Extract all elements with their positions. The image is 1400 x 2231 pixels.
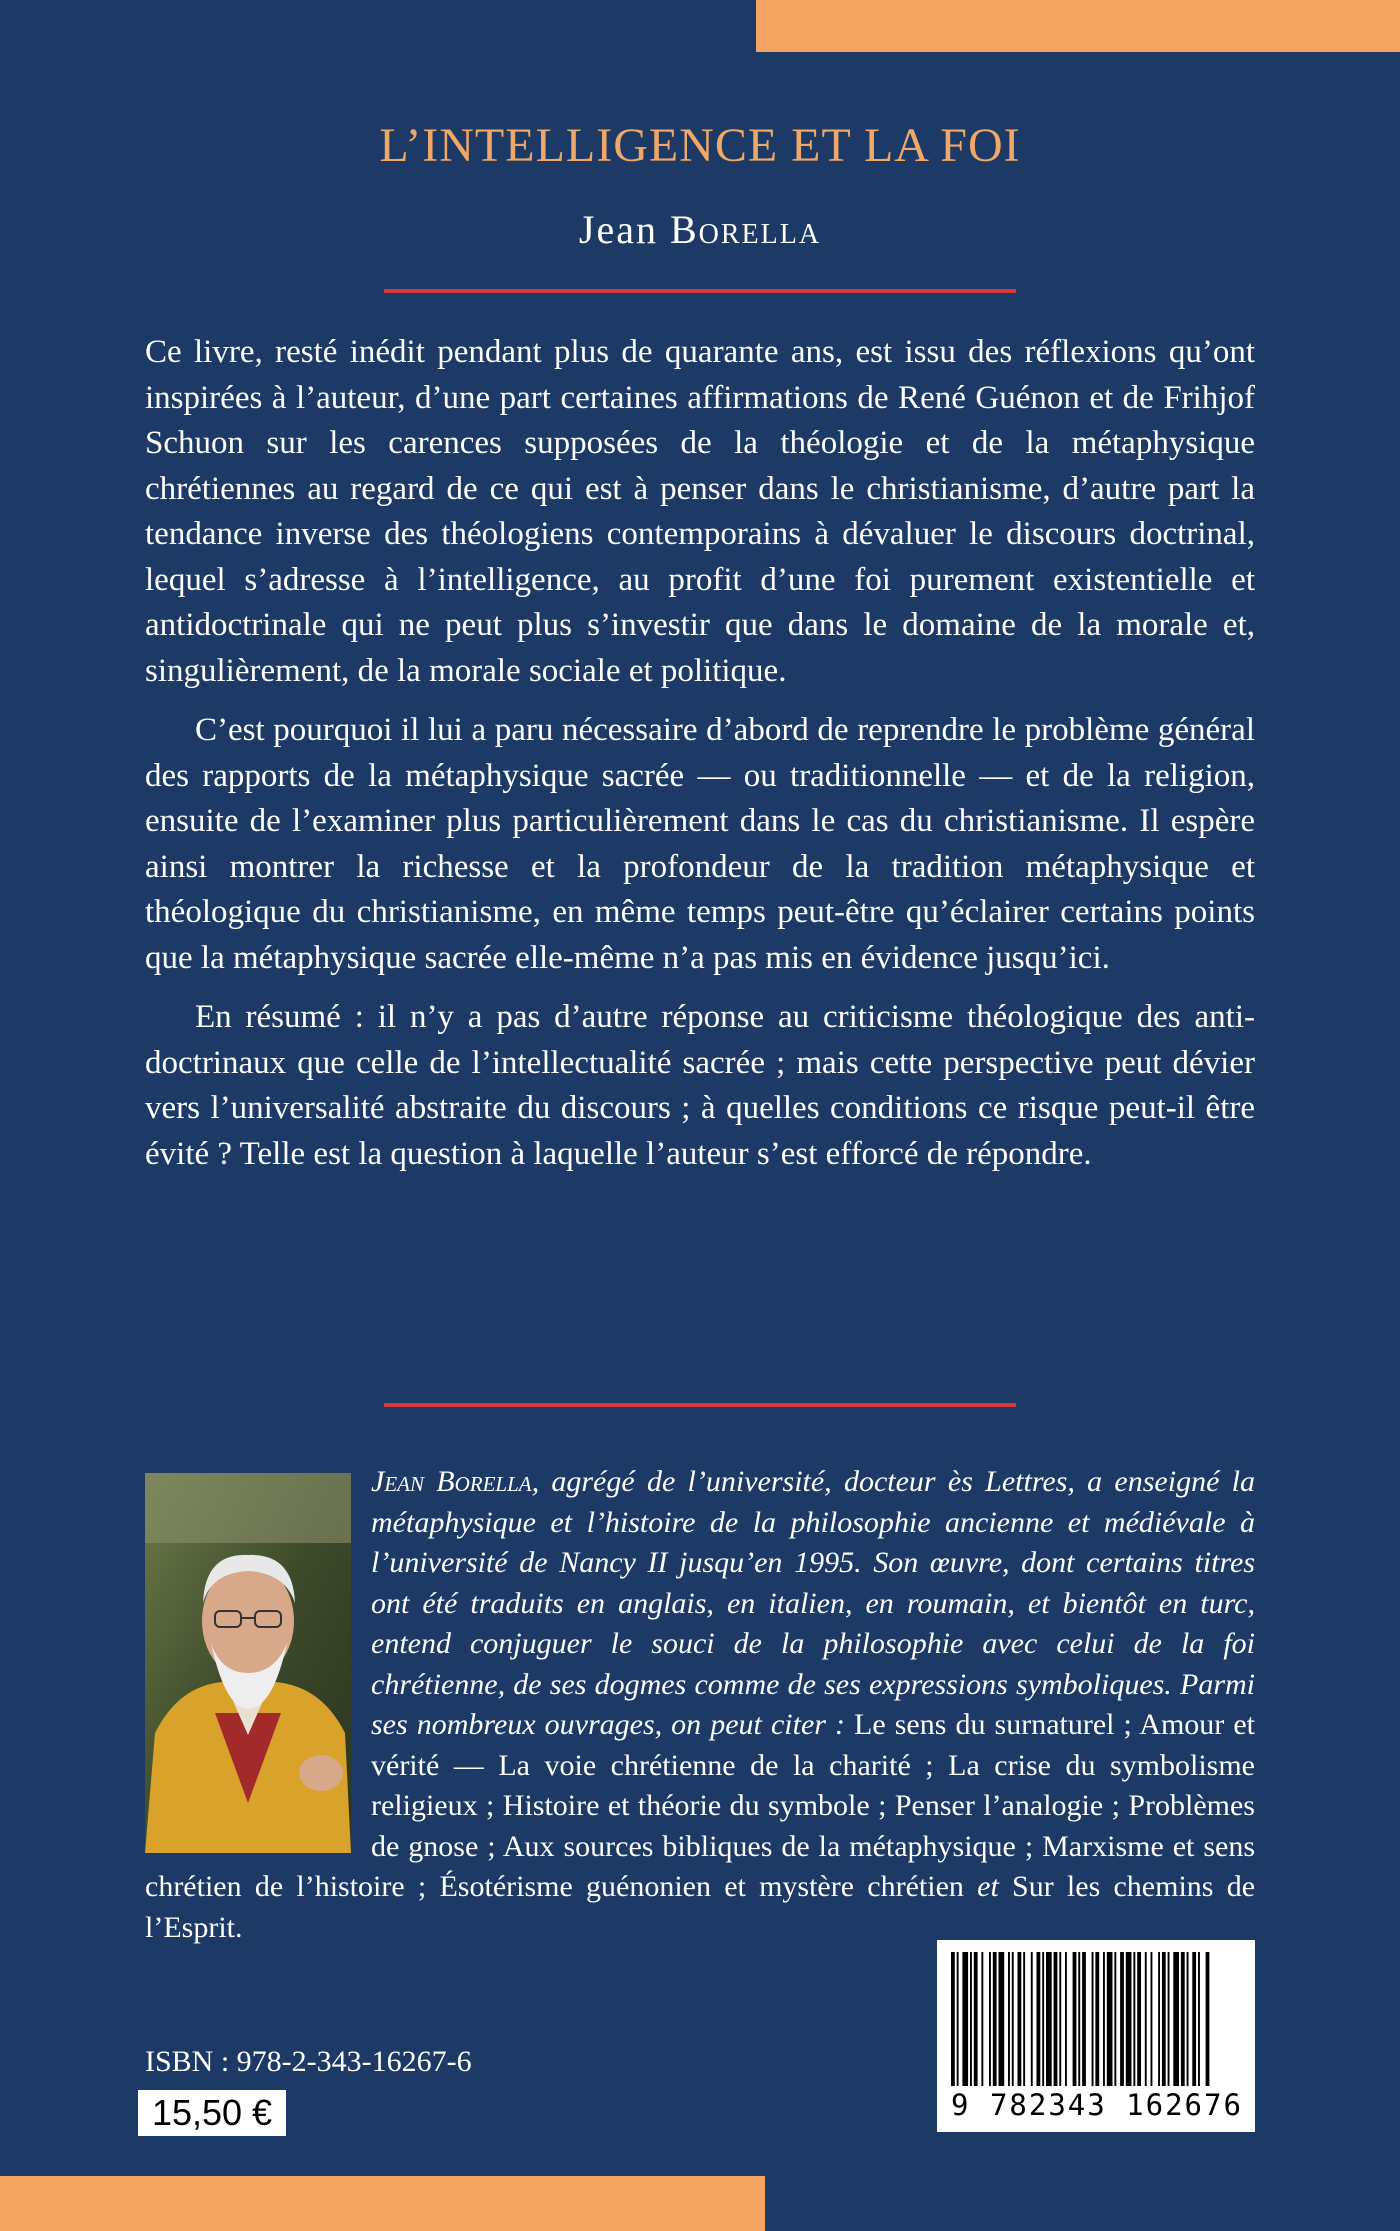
bio-author-name: Jean Borella <box>371 1465 532 1498</box>
barcode-bar <box>962 1952 968 2086</box>
barcode-bar <box>1168 1952 1170 2086</box>
blurb-paragraph-3: En résumé : il n’y a pas d’autre réponse au criticisme théologique des anti-doctrinaux que celle de l’intellectualité sacrée ; mais cette perspective peut dévier vers l’universalité abstraite du discours ; à quelles conditions ce risque peut-il être évité ? Telle est la question à laquelle l’auteur s’est efforcé de répondre. <box>145 999 1255 1172</box>
book-title: L’INTELLIGENCE ET LA FOI <box>379 119 1021 172</box>
barcode-bar <box>951 1952 955 2086</box>
price-tag: 15,50 € <box>138 2090 286 2136</box>
barcode-bar <box>1065 1952 1067 2086</box>
isbn-label: ISBN : 978-2-343-16267-6 <box>145 2045 472 2078</box>
barcode-bar <box>1031 1952 1033 2086</box>
blurb-paragraph-1: Ce livre, resté inédit pendant plus de quarante ans, est issu des réflexions qu’ont inspirées à l’auteur, d’une part certaines affirmations de René Guénon et de Frihjof Schuon sur les carences supposées de la théologie et de la métaphysique chrétiennes au regard de ce qui est à penser dans le christianisme, d’autre part la tendance inverse des théologiens contemporains à dévaluer le discours doctrinal, lequel s’adresse à l’intelligence, au profit d’une foi purement existentielle et antidoctrinale qui ne peut plus s’investir que dans le domaine de la morale et, singulièrement, de la morale sociale et politique. <box>145 334 1255 689</box>
top-accent-band <box>756 0 1400 52</box>
bio-connector: et <box>963 1870 1013 1903</box>
barcode-bar <box>1126 1952 1132 2086</box>
barcode-bar <box>993 1952 997 2086</box>
barcode-bar <box>999 1952 1005 2086</box>
barcode-bar <box>989 1952 991 2086</box>
bio-works: Le sens du surnaturel ; Amour et vérité — La voie chrétienne de la charité ; La crise du symbolisme religieux ; Histoire et théorie du symbole ; Penser l’analogie ; Problèmes de gnose ; Aux sources bibliques de la métaphysique ; Marxisme et sens chrétien de l’histoire ; Ésotérisme guénonien et mystère chrétien <box>145 1708 1255 1903</box>
bio-intro: , agrégé de l’université, docteur ès Lettres, a enseigné la métaphysique et l’histoire de la philosophie ancienne et médiévale à l’université de Nancy II jusqu’en 1995. Son œuvre, dont certains titres ont été traduits en anglais, en italien, en roumain, et bientôt en turc, entend conjuguer le souci de la philosophie avec celui de la foi chrétienne, de ses dogmes comme de ses expressions symboliques. Parmi ses nombreux ouvrages, on peut citer : <box>371 1465 1256 1741</box>
barcode-bar <box>1107 1952 1113 2086</box>
barcode-bar <box>1095 1952 1099 2086</box>
author-last-name: Borella <box>669 207 822 252</box>
blurb-paragraph-2: C’est pourquoi il lui a paru nécessaire d’abord de reprendre le problème général des rapports de la métaphysique sacrée — ou traditionnelle — et de la religion, ensuite de l’examiner plus particulièrement dans le cas du christianisme. Il espère ainsi montrer la richesse et la profondeur de la tradition métaphysique et théologique du christianisme, en même temps peut-être qu’éclairer certains points que la métaphysique sacrée elle-même n’a pas mis en évidence jusqu’ici. <box>145 712 1255 976</box>
barcode-bar <box>1092 1952 1094 2086</box>
barcode-bar <box>974 1952 978 2086</box>
barcode-bar <box>957 1952 959 2086</box>
barcode-bar <box>1145 1952 1147 2086</box>
barcode-bar <box>1103 1952 1105 2086</box>
barcode-bar <box>1151 1952 1153 2086</box>
barcode-bar <box>1037 1952 1041 2086</box>
barcode-bar <box>1023 1952 1025 2086</box>
barcode-bar <box>1008 1952 1010 2086</box>
book-author <box>0 206 1400 253</box>
divider-top <box>384 289 1016 293</box>
barcode-bar <box>1158 1952 1160 2086</box>
barcode-bar <box>1198 1952 1200 2086</box>
barcode-bar <box>1173 1952 1179 2086</box>
divider-bottom <box>384 1403 1016 1407</box>
bio-last-work: Sur les chemins de l’Esprit. <box>145 1870 1256 1944</box>
barcode-bar <box>1120 1952 1124 2086</box>
barcode-bar <box>1162 1952 1166 2086</box>
author-biography <box>145 1462 1255 1948</box>
barcode-bars <box>937 1940 1255 2090</box>
barcode-bar <box>1018 1952 1022 2086</box>
blurb <box>145 330 1255 1191</box>
barcode-bar <box>1114 1952 1116 2086</box>
barcode-bar <box>981 1952 983 2086</box>
photo-spacer <box>145 1462 371 1850</box>
barcode-digits: 9 782343 162676 <box>951 2088 1243 2122</box>
barcode <box>937 1940 1255 2132</box>
barcode-bar <box>1137 1952 1141 2086</box>
barcode-bar <box>1054 1952 1058 2086</box>
barcode-bar <box>1059 1952 1061 2086</box>
barcode-bar <box>1206 1952 1210 2086</box>
barcode-bar <box>970 1952 972 2086</box>
barcode-bar <box>1181 1952 1185 2086</box>
barcode-bar <box>1012 1952 1014 2086</box>
barcode-bar <box>1187 1952 1189 2086</box>
author-first-name: Jean <box>578 207 658 252</box>
bottom-accent-band <box>0 2176 765 2231</box>
barcode-bar <box>1078 1952 1080 2086</box>
barcode-bar <box>1082 1952 1086 2086</box>
barcode-bar <box>1073 1952 1077 2086</box>
barcode-bar <box>1042 1952 1044 2086</box>
barcode-bar <box>1133 1952 1135 2086</box>
barcode-bar <box>1046 1952 1052 2086</box>
barcode-bar <box>1192 1952 1196 2086</box>
